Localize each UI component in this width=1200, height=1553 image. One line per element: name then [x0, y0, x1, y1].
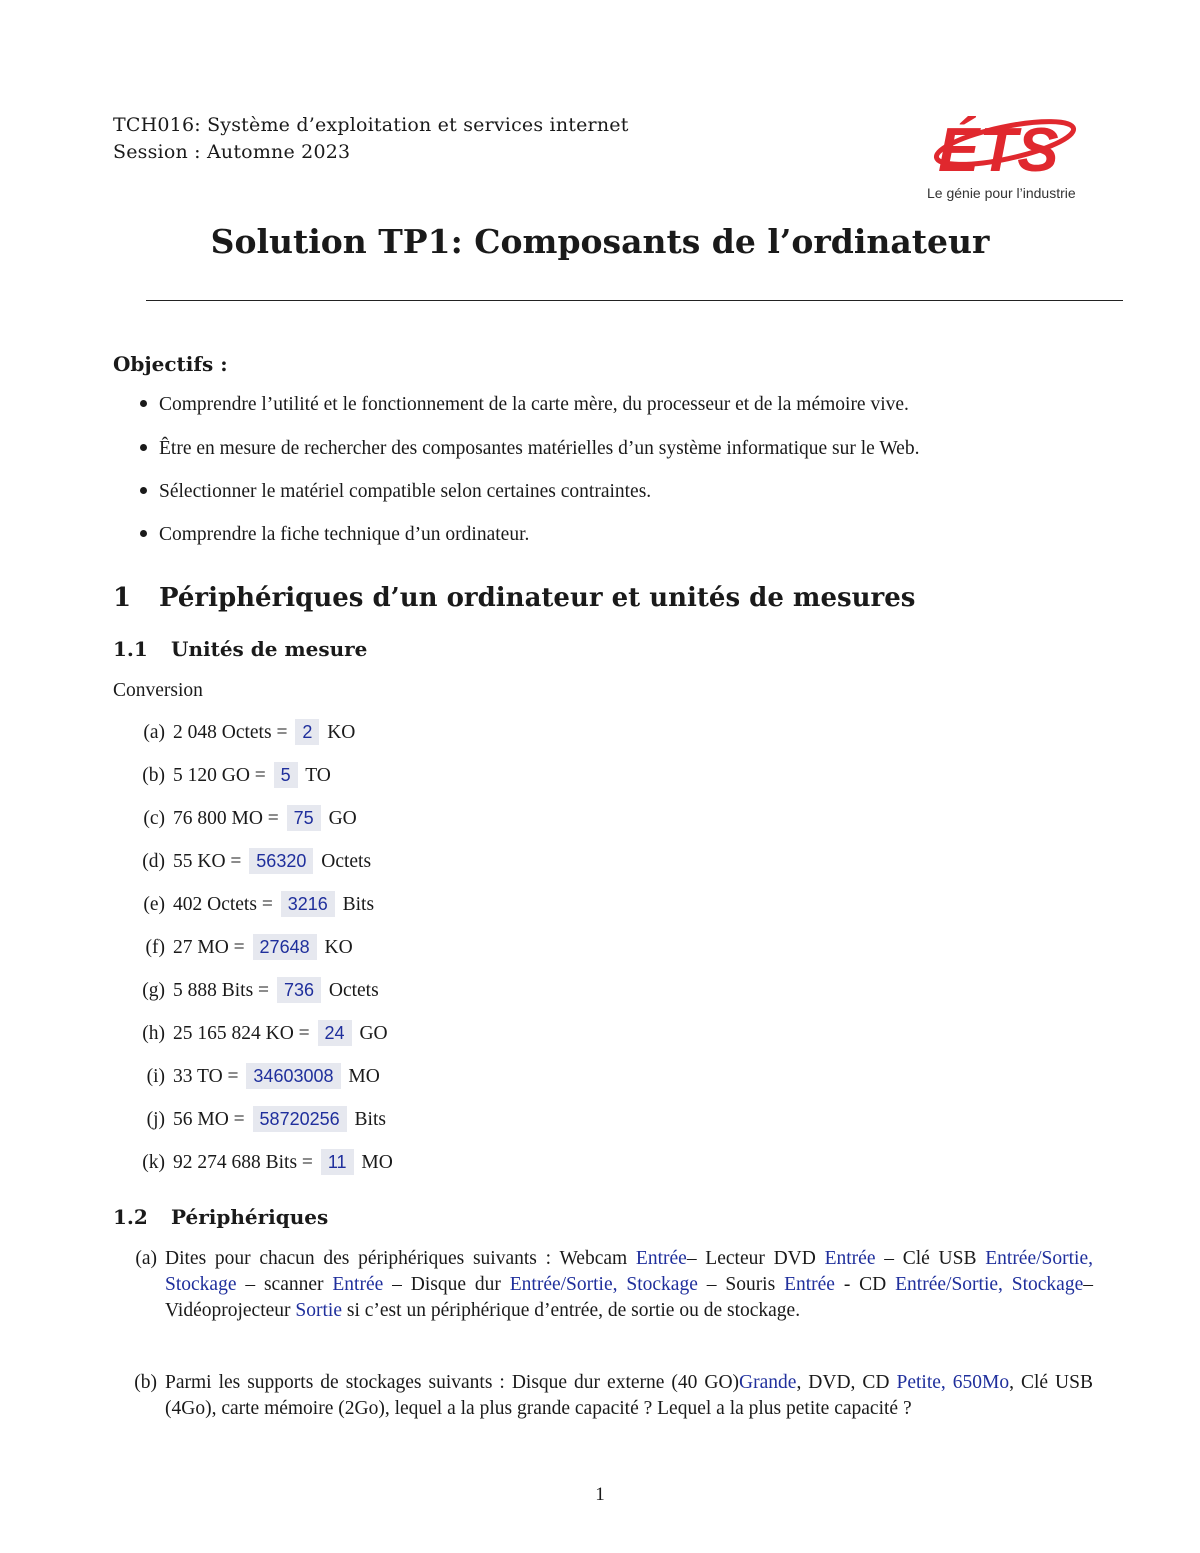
objective-item [140, 524, 529, 546]
row-unit: KO [327, 722, 356, 743]
conversion-row [123, 848, 371, 874]
row-expression: 55 KO = [173, 851, 242, 872]
row-label: (c) [143, 808, 165, 829]
row-unit: Octets [321, 851, 372, 872]
subsection-number: 1.1 [113, 637, 148, 661]
answer-box: 2 [295, 719, 319, 745]
row-unit: MO [348, 1066, 380, 1087]
answer-text: Entrée/Sortie, Stockage [165, 1248, 1093, 1295]
row-label: (h) [142, 1023, 165, 1044]
conversion-row [123, 1106, 386, 1132]
row-unit: GO [328, 808, 357, 829]
subsection-heading [113, 637, 367, 661]
answer-box: 34603008 [246, 1063, 340, 1089]
answer-box: 75 [287, 805, 321, 831]
question-a [123, 1246, 1093, 1324]
row-label: (d) [142, 851, 165, 872]
objective-item [140, 394, 909, 416]
question-label: (a) [135, 1248, 157, 1269]
bullet-icon [140, 530, 147, 537]
row-expression: 5 888 Bits = [173, 980, 270, 1001]
conversion-row [123, 762, 331, 788]
row-unit: Bits [342, 894, 375, 915]
page-title: Solution TP1: Composants de l’ordinateur [210, 222, 990, 261]
answer-text: Entrée [824, 1248, 876, 1269]
answer-box: 27648 [253, 934, 317, 960]
bullet-icon [140, 444, 147, 451]
row-label: (a) [143, 722, 165, 743]
row-expression: 27 MO = [173, 937, 245, 958]
row-expression: 33 TO = [173, 1066, 239, 1087]
question-text: Parmi les supports de stockages suivants : Disque dur externe (40 GO)Grande, DVD, CD Petite, 650Mo, Clé USB (4Go), carte mémoire (2Go), lequel a la plus grande capacité ? Lequel a la plus petite capacité ? [165, 1372, 1093, 1419]
subsection-title: Périphériques [171, 1205, 329, 1229]
row-label: (i) [146, 1066, 165, 1087]
row-expression: 56 MO = [173, 1109, 245, 1130]
objective-text: Être en mesure de rechercher des composantes matérielles d’un système informatique sur le Web. [159, 438, 920, 459]
row-expression: 92 274 688 Bits = [173, 1152, 313, 1173]
conversion-row [123, 805, 357, 831]
row-unit: GO [359, 1023, 388, 1044]
answer-box: 736 [277, 977, 321, 1003]
row-label: (e) [143, 894, 165, 915]
conversion-label: Conversion [113, 680, 203, 701]
row-label: (f) [145, 937, 165, 958]
bullet-icon [140, 487, 147, 494]
answer-text: Entrée/Sortie, Stockage [895, 1274, 1084, 1295]
conversion-row [123, 1149, 393, 1175]
section-heading [113, 583, 915, 613]
subsection-title: Unités de mesure [171, 637, 368, 661]
row-expression: 25 165 824 KO = [173, 1023, 310, 1044]
subsection-number: 1.2 [113, 1205, 148, 1229]
objective-text: Comprendre l’utilité et le fonctionnement de la carte mère, du processeur et de la mémoire vive. [159, 394, 909, 415]
question-b [123, 1370, 1093, 1422]
answer-box: 5 [274, 762, 298, 788]
bullet-icon [140, 400, 147, 407]
row-expression: 402 Octets = [173, 894, 273, 915]
ets-logo [922, 105, 1097, 210]
row-expression: 5 120 GO = [173, 765, 266, 786]
logo-text: ÉTS [938, 116, 1059, 185]
objective-item [140, 438, 919, 460]
answer-box: 56320 [249, 848, 313, 874]
row-unit: MO [361, 1152, 393, 1173]
row-expression: 2 048 Octets = [173, 722, 288, 743]
conversion-row [123, 891, 374, 917]
objective-text: Comprendre la fiche technique d’un ordinateur. [159, 524, 530, 545]
question-label: (b) [134, 1372, 157, 1393]
answer-text: Entrée [784, 1274, 835, 1295]
row-unit: TO [305, 765, 331, 786]
question-text: Dites pour chacun des périphériques suivants : Webcam Entrée– Lecteur DVD Entrée – Clé USB Entrée/Sortie, Stockage – scanner Entrée – Disque dur Entrée/Sortie, Stockage – Souris Entrée - CD Entrée/Sortie, Stockage– Vidéoprojecteur Sortie si c’est un périphérique d’entrée, de sortie ou de stockage. [165, 1248, 1093, 1321]
subsection-heading [113, 1205, 328, 1229]
answer-box: 11 [321, 1149, 354, 1175]
logo-tagline: Le génie pour l’industrie [927, 185, 1076, 201]
answer-text: Entrée [635, 1248, 687, 1269]
page-number: 1 [595, 1484, 605, 1505]
answer-text: Grande [739, 1372, 797, 1393]
answer-box: 3216 [281, 891, 335, 917]
answer-text: Entrée [332, 1274, 384, 1295]
answer-text: Petite, 650Mo [896, 1372, 1010, 1393]
row-label: (j) [146, 1109, 165, 1130]
answer-text: Entrée/Sortie, Stockage [509, 1274, 698, 1295]
conversion-row [123, 719, 355, 745]
section-number: 1 [113, 583, 132, 613]
row-unit: KO [324, 937, 353, 958]
title-divider [146, 300, 1123, 301]
answer-box: 58720256 [253, 1106, 347, 1132]
objective-text: Sélectionner le matériel compatible selon certaines contraintes. [159, 481, 652, 502]
row-unit: Bits [354, 1109, 386, 1130]
answer-box: 24 [318, 1020, 352, 1046]
conversion-row [123, 1063, 380, 1089]
objective-item [140, 481, 651, 503]
course-title: TCH016: Système d’exploitation et services internet [113, 114, 629, 136]
conversion-row [123, 977, 379, 1003]
row-label: (b) [142, 765, 165, 786]
objectives-heading: Objectifs : [113, 352, 228, 376]
answer-text: Sortie [295, 1300, 342, 1321]
section-title: Périphériques d’un ordinateur et unités de mesures [159, 583, 916, 613]
row-label: (k) [142, 1152, 165, 1173]
row-expression: 76 800 MO = [173, 808, 279, 829]
conversion-row [123, 1020, 388, 1046]
row-label: (g) [142, 980, 165, 1001]
session-line: Session : Automne 2023 [113, 141, 351, 163]
conversion-row [123, 934, 353, 960]
row-unit: Octets [328, 980, 379, 1001]
